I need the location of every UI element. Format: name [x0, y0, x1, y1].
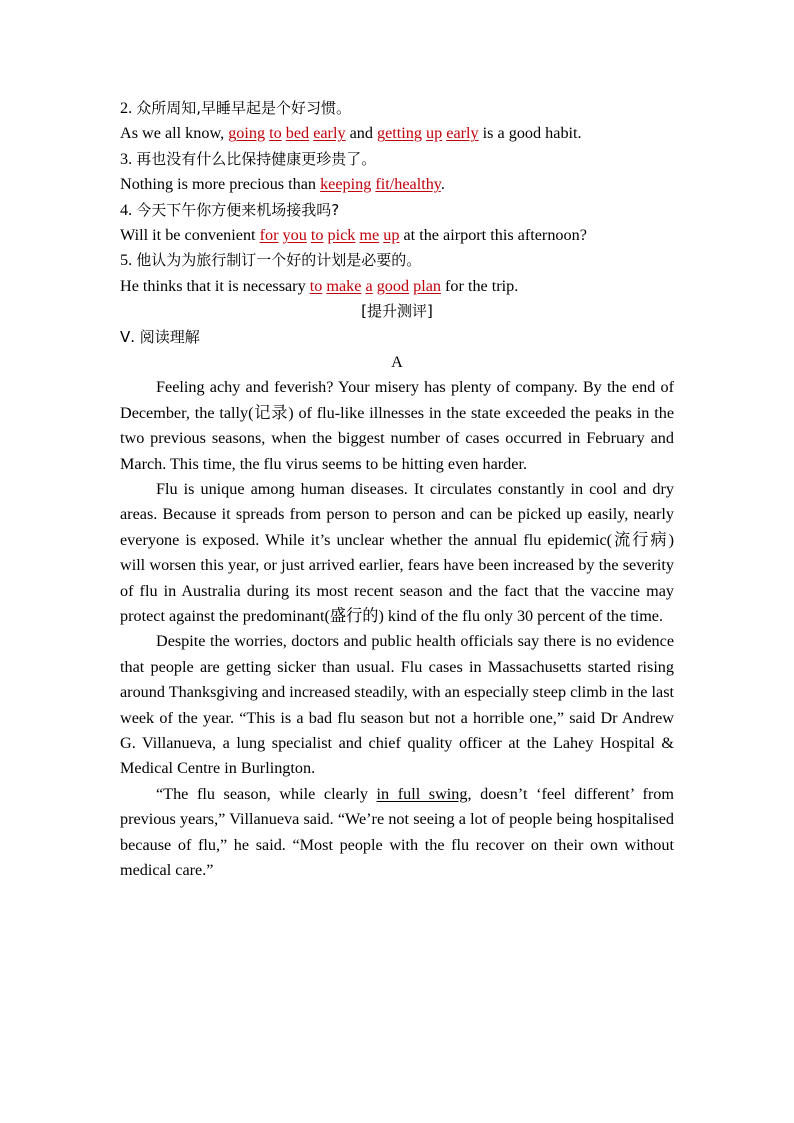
sentence-end: is a good habit. — [482, 124, 582, 143]
answer-word: fit/healthy — [375, 175, 441, 194]
document-page — [120, 96, 674, 883]
answer-word: you — [282, 225, 307, 244]
item-3-chinese — [120, 147, 674, 172]
answer-word: for — [259, 225, 279, 244]
answer-word: up — [426, 124, 443, 143]
passage-paragraph-3: Despite the worries, doctors and public health officials say there is no evidence that people are getting sicker than usual. Flu cases in Massachusetts started rising around Thanksgiving and increased steadily, with an especially steep climb in the last week of the year. “This is a bad flu season but not a horrible one,” said Dr Andrew G. Villanueva, a lung specialist and chief quality officer at the Lahey Hospital & Medical Centre in Burlington. — [120, 632, 674, 778]
answer-word: early — [446, 124, 479, 143]
sentence-start: Will it be convenient — [120, 225, 256, 244]
chinese-sentence: 再也没有什么比保持健康更珍贵了。 — [136, 149, 377, 168]
passage-label: A — [391, 352, 403, 371]
sentence-end: . — [440, 175, 445, 194]
item-4-chinese — [120, 198, 674, 223]
item-5-chinese — [120, 248, 674, 273]
answer-word: to — [269, 124, 282, 143]
chinese-sentence: 今天下午你方便来机场接我吗? — [136, 200, 340, 219]
answer-word: a — [365, 276, 373, 295]
item-number: 5. — [120, 251, 133, 270]
section-heading: [提升测评] — [361, 302, 433, 321]
answer-word: getting — [377, 124, 422, 143]
item-2-chinese — [120, 96, 674, 121]
answer-word: going — [228, 124, 266, 143]
answer-word: to — [310, 225, 324, 244]
item-4-english — [120, 223, 674, 248]
sentence-start: He thinks that it is necessary — [120, 276, 306, 295]
answer-word: me — [359, 225, 380, 244]
paragraph-text: “The flu season, while clearly — [156, 784, 368, 803]
underlined-phrase: in full swing — [376, 784, 468, 803]
chinese-sentence: 众所周知,早睡早起是个好习惯。 — [136, 99, 351, 117]
passage-paragraph-4 — [120, 782, 674, 884]
answer-word: keeping — [320, 175, 372, 194]
item-number: 4. — [120, 200, 133, 219]
answer-word: early — [313, 124, 346, 143]
item-5-english — [120, 274, 674, 299]
connector-word: and — [349, 124, 373, 143]
answer-word: up — [383, 225, 400, 244]
sentence-start: As we all know, — [120, 124, 225, 143]
answer-word: pick — [327, 225, 356, 244]
item-2-english — [120, 121, 674, 146]
answer-word: good — [376, 276, 410, 295]
item-number: 2. — [120, 99, 133, 117]
sentence-start: Nothing is more precious than — [120, 175, 317, 194]
answer-word: bed — [285, 124, 310, 143]
chinese-sentence: 他认为为旅行制订一个好的计划是必要的。 — [136, 251, 422, 270]
answer-word: to — [309, 276, 323, 295]
section-title: Ⅴ. 阅读理解 — [120, 327, 200, 346]
sentence-end: at the airport this afternoon? — [403, 225, 587, 244]
item-3-english — [120, 172, 674, 197]
paragraph-text: , doesn’t ‘feel different’ from previous years,” Villanueva said. “We’re not seeing a lot of people being hospitalised because of flu,” he said. “Most people with the flu recover on their own without medical care.” — [120, 784, 674, 880]
item-number: 3. — [120, 149, 133, 168]
answer-word: plan — [413, 276, 441, 295]
answer-word: make — [326, 276, 362, 295]
passage-paragraph-1: Feeling achy and feverish? Your misery has plenty of company. By the end of December, the tally(记录) of flu-like illnesses in the state exceeded the peaks in the two previous seasons, when the biggest number of cases occurred in February and March. This time, the flu virus seems to be hitting even harder. — [120, 378, 674, 473]
sentence-end: for the trip. — [445, 276, 519, 295]
passage-paragraph-2: Flu is unique among human diseases. It circulates constantly in cool and dry areas. Because it spreads from person to person and can be picked up easily, nearly everyone is exposed. While it’s unclear whether the annual flu epidemic(流行病) will worsen this year, or just arrived earlier, fears have been increased by the severity of flu in Australia during its most recent season and the fact that the vaccine may protect against the predominant(盛行的) kind of the flu only 30 percent of the time. — [120, 479, 674, 625]
